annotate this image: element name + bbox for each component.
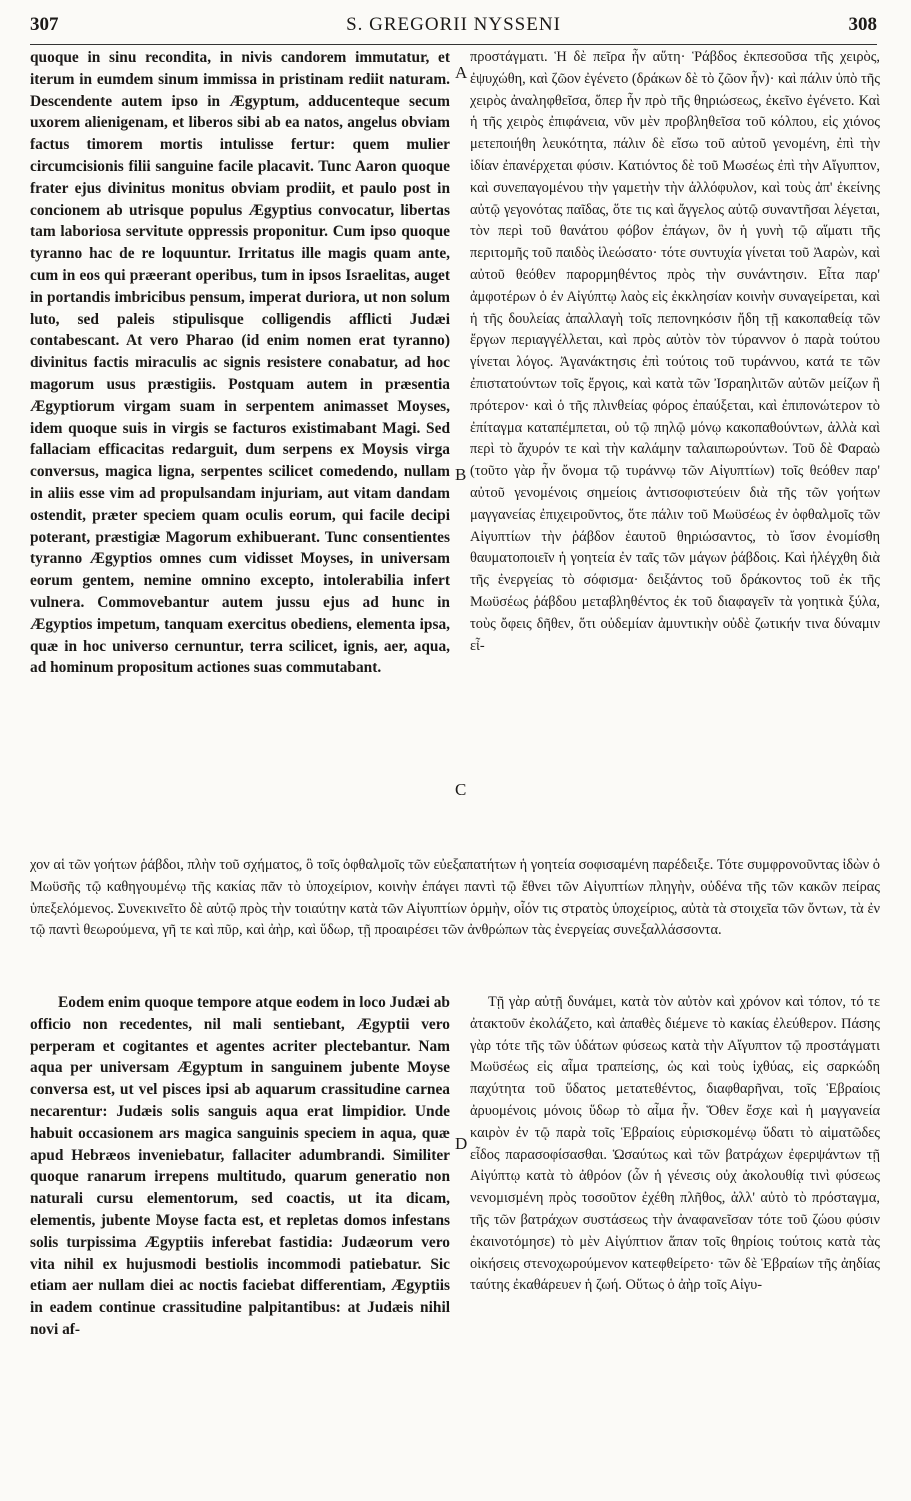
latin-column-bottom <box>30 992 450 1492</box>
left-page-number: 307 <box>30 14 59 35</box>
running-header <box>30 14 877 45</box>
greek-full-paragraph: χον αἱ τῶν γοήτων ῥάβδοι, πλὴν τοῦ σχήματος, ὃ τοῖς ὀφθαλμοῖς τῶν εὐεξαπατήτων ἡ γοητεία σοφισαμένη παρέδειξε. Τότε συμφρονοῦντας ἰδὼν ὁ Μωϋσῆς τῷ καθηγουμένῳ τῆς κακίας πᾶν τὸ ὑποχείριον, κοινὴν ἐπάγει παντὶ τῷ ἔθνει τῶν Αἰγυπτίων πληγὴν, οὐδένα τῆς τῶν κακῶν πείρας ὑπεξελόμενος. Συνεκινεῖτο δὲ αὐτῷ πρὸς τὴν τοιαύτην κατὰ τῶν Αἰγυπτίων ὁρμὴν, οἷόν τις στρατὸς ὑποχείριος, αὐτὰ τὰ στοιχεῖα τῶν ὄντων, τὰ ἐν τῷ παντὶ θεωρούμενα, γῆ τε καὶ πῦρ, καὶ ἀὴρ, καὶ ὕδωρ, τῇ προαιρέσει τῶν ἀνθρώπων τὰς ἐνεργείας συνεξαλλάσσοντα. <box>30 857 880 939</box>
section-marker-c: C <box>455 780 467 799</box>
latin-paragraph-top: quoque in sinu recondita, in nivis candorem immutatur, et iterum in eumdem sinum immissa in pristinam rediit naturam. Descendente autem ipso in Ægyptum, adducenteque secum uxorem alienigenam, et liberos sibi ab ea natos, angelus obviam factus timorem mortis intulisse fertur: quem mulier circumcisionis filii sanguine facile placavit. Tunc Aaron quoque frater ejus divinitus monitus obviam prodiit, et paulo post in concionem ab utrisque populus Ægyptius convocatur, libertas tam laboriosa servitute oppressis proponitur. Cum ipso quoque tyranno hac de re loquuntur. Irritatus ille magis quam ante, cum in eos qui præerant operibus, tum in ipsos Israelitas, auget in portandis imbricibus pensum, imperat duriora, ut non solum luto, sed paleis stipulisque colligendis afflicti Judæi contabescant. At vero Pharao (id enim nomen erat tyranno) divinitus factis miraculis ac signis resistere conabatur, ad hoc magorum usus præstigiis. Postquam autem in præsentia Ægyptiorum virgam suam in serpentem animasset Moyses, idem quoque suis in virgis se facturos existimabant Magi. Sed fallaciam efficacitas redarguit, dum serpens ex Moysis virga conversus, magica ligna, serpentes scilicet comedendo, nullam in aliis esse vim ad propulsandam injuriam, aut vitam dandam ostendit, præter speciem quam oculis eorum, qui facile decipi poterant, præstigiæ Magorum exhibuerant. Tunc consentientes tyranno Ægyptios omnes cum vidisset Moyses, in universam eorum gentem, nemine omnino excepto, intolerabilia infert vulnera. Commovebantur autem jussu ejus ad hunc in Ægyptios impetum, tanquam exercitus obediens, elementa ipsa, quæ in hoc universo cernuntur, terra scilicet, ignis, aer, aqua, ad hominum propositum actiones suas commutabant. <box>30 49 450 677</box>
right-page-number: 308 <box>848 14 877 35</box>
latin-column-top <box>30 47 450 809</box>
greek-paragraph-bottom: Τῇ γὰρ αὐτῇ δυνάμει, κατὰ τὸν αὐτὸν καὶ χρόνον καὶ τόπον, τό τε ἀτακτοῦν ἐκολάζετο, καὶ ἀπαθὲς διέμενε τὸ κακίας ἐλεύθερον. Πάσης γὰρ τότε τῆς τῶν ὑδάτων φύσεως κατὰ τὴν Αἴγυπτον τῷ προστάγματι Μωϋσέως εἰς αἷμα τραπείσης, ὡς καὶ τοὺς ἰχθύας, εἰς σαρκώδη παχύτητα τοῦ ὕδατος μετατεθέντος, διαφθαρῆναι, τοῖς Ἑβραίοις ἀρυομένοις μόνοις ὕδωρ τὸ αἷμα ἦν. Ὅθεν ἔσχε καὶ ἡ μαγγανεία καιρὸν ἐν τῷ παρὰ τοῖς Ἑβραίοις εὑρισκομένῳ ὕδατι τὸ αἱματῶδες εἶδος παρασοφίσασθαι. Ὡσαύτως καὶ τῶν βατράχων ἐφερψάντων τῇ Αἰγύπτῳ κατὰ τὸ ἀθρόον (ὧν ἡ γένεσις οὐχ ἀκολουθίᾳ τινὶ φύσεως νενομισμένη πρὸς τοσοῦτον ἐχέθη πλῆθος, ἀλλ' αὐτὸ τὸ πρόσταγμα, τῆς τῶν βατράχων συστάσεως τὴν ἀναφανεῖσαν τότε τοῦ ζώου φύσιν ἐκαινοτόμησε) τὸ μὲν Αἰγύπτιον ἅπαν τοῖς θηρίοις τούτοις κατὰ τὰς οἰκήσεις στενοχωρούμενον κατεφθείρετο· τῶν δὲ Ἑβραίων τῆς ἀηδίας ταύτης ἐκαθάρευεν ἡ ζωή. Οὕτως ὁ ἀὴρ τοῖς Αἰγυ- <box>470 994 880 1294</box>
greek-paragraph-top: προστάγματι. Ἡ δὲ πεῖρα ἦν αὕτη· Ῥάβδος ἐκπεσοῦσα τῆς χειρὸς, ἐψυχώθη, καὶ ζῶον ἐγένετο (δράκων δὲ τὸ ζῶον ἦν)· καὶ πάλιν ὑπὸ τῆς χειρὸς ἀναληφθεῖσα, ὅπερ ἦν πρὸ τῆς θηριώσεως, ἐκεῖνο ἐγένετο. Καὶ ἡ τῆς χειρὸς ἐπιφάνεια, νῦν μὲν προβληθεῖσα τοῦ κόλπου, εἰς χιόνος μετεποιήθη λευκότητα, πάλιν δὲ εἴσω τοῦ αὐτοῦ γενομένη, ἐπὶ τὴν ἰδίαν ἐπανέρχεται φύσιν. Κατιόντος δὲ τοῦ Μωσέως ἐπὶ τὴν Αἴγυπτον, καὶ συνεπαγομένου τὴν γαμετὴν τὴν ἀλλόφυλον, καὶ τοὺς ἀπ' ἐκείνης αὐτῷ γεγονότας παῖδας, ὅτε τις καὶ ἄγγελος αὐτῷ συναντῆσαι λέγεται, τὸν περὶ τοῦ θανάτου φόβον ἐπάγων, ὃν ἡ γυνὴ τῷ αἵματι τῆς περιτομῆς τοῦ παιδὸς ἱλεώσατο· τότε συντυχία γίνεται τοῦ Ἀαρὼν, καὶ αὐτοῦ θεόθεν παρορμηθέντος πρὸς τὴν συνάντησιν. Εἶτα παρ' ἀμφοτέρων ὁ ἐν Αἰγύπτῳ λαὸς εἰς ἐκκλησίαν κοινὴν συναγείρεται, καὶ ἡ τῆς δουλείας ἀπαλλαγὴ τοῖς πεπονηκόσιν ἤδη τῇ κακοπαθείᾳ τῶν ἔργων περιαγγέλλεται, καὶ πρὸς αὐτὸν τὸν τύραννον ὁ παρὰ τούτου γίνεται λόγος. Ἀγανάκτησις ἐπὶ τούτοις τοῦ τυράννου, κατά τε τῶν ἐπιστατούντων τοῖς ἔργοις, καὶ κατὰ τῶν Ἰσραηλιτῶν αὐτῶν μείζων ἢ πρότερον· καὶ ὁ τῆς πλινθείας φόρος ἐπαύξεται, καὶ ἐπιπονώτερον τὸ ἐπίταγμα καταπέμπεται, οὐ τῷ πηλῷ μόνῳ κακοπαθούντων, ἀλλὰ καὶ περὶ τὸ ἄχυρόν τε καὶ τὴν καλάμην ταλαιπωρούντων. Τοῦ δὲ Φαραὼ (τοῦτο γὰρ ἦν ὄνομα τῷ τυράννῳ τῶν Αἰγυπτίων) τοῖς θεόθεν παρ' αὐτοῦ γενομένοις σημείοις ἀντισοφιστεύειν διὰ τῆς τῶν γοήτων μαγγανείας ἐπιχειροῦντος, ὅτε πάλιν τοῦ Μωϋσέως ἐν ὀφθαλμοῖς τῶν Αἰγυπτίων τὴν ῥάβδον ἑαυτοῦ θηριώσαντος, τὸ ἴσον ἐνομίσθη θαυματοποιεῖν ἡ γοητεία ἐν ταῖς τῶν μάγων ῥάβδοις. Καὶ ἠλέγχθη διὰ τῆς ἐνεργείας τὸ σόφισμα· δειξάντος τοῦ δράκοντος τοῦ ἐκ τῆς Μωϋσέως ῥάβδου μεταβληθέντος ἐκ τοῦ διαφαγεῖν τὰ γοητικὰ ξύλα, τοὺς ὄφεις δῆθεν, ὅτι οὐδεμίαν ἀμυντικὴν οὐδὲ ζωτικήν τινα δύναμιν εἶ- <box>470 49 880 654</box>
greek-column-bottom <box>470 992 880 1492</box>
section-marker-b: B <box>455 465 467 484</box>
running-title: S. GREGORII NYSSENI <box>346 14 561 35</box>
greek-full-width-block <box>30 855 880 985</box>
greek-column-top <box>470 47 880 855</box>
section-marker-a: A <box>455 63 468 82</box>
section-marker-d: D <box>455 1134 468 1153</box>
latin-paragraph-bottom: Eodem enim quoque tempore atque eodem in loco Judæi ab officio non recedentes, nil mali sentiebant, Ægyptii vero perperam et cogitantes et agentes acriter plectebantur. Nam aqua per universam Ægyptum in sanguinem jubente Moyse conversa est, ut vel pisces ipsi ab aquarum crassitudine carnea necarentur: Judæis solis sanguis aqua erat limpidior. Unde habuit occasionem ars magica sanguinis speciem in aqua, quæ apud Hebræos inveniebatur, fallaciter adumbrandi. Similiter quoque ranarum irrepens multitudo, quarum generatio non naturali cursu elementorum, sed coactis, ut ita dicam, elementis, jubente Moyse facta est, et repletas domos infestans solis turpissima Ægyptiis inferebat fastidia: Judæorum vero vita nihil ex hujusmodi bestiolis incommodi patiebatur. Sic etiam aer nullam diei ac noctis faciebat differentiam, Ægyptiis in eadem continue crassitudine palpitantibus: at Judæis nihil novi af- <box>30 994 450 1338</box>
